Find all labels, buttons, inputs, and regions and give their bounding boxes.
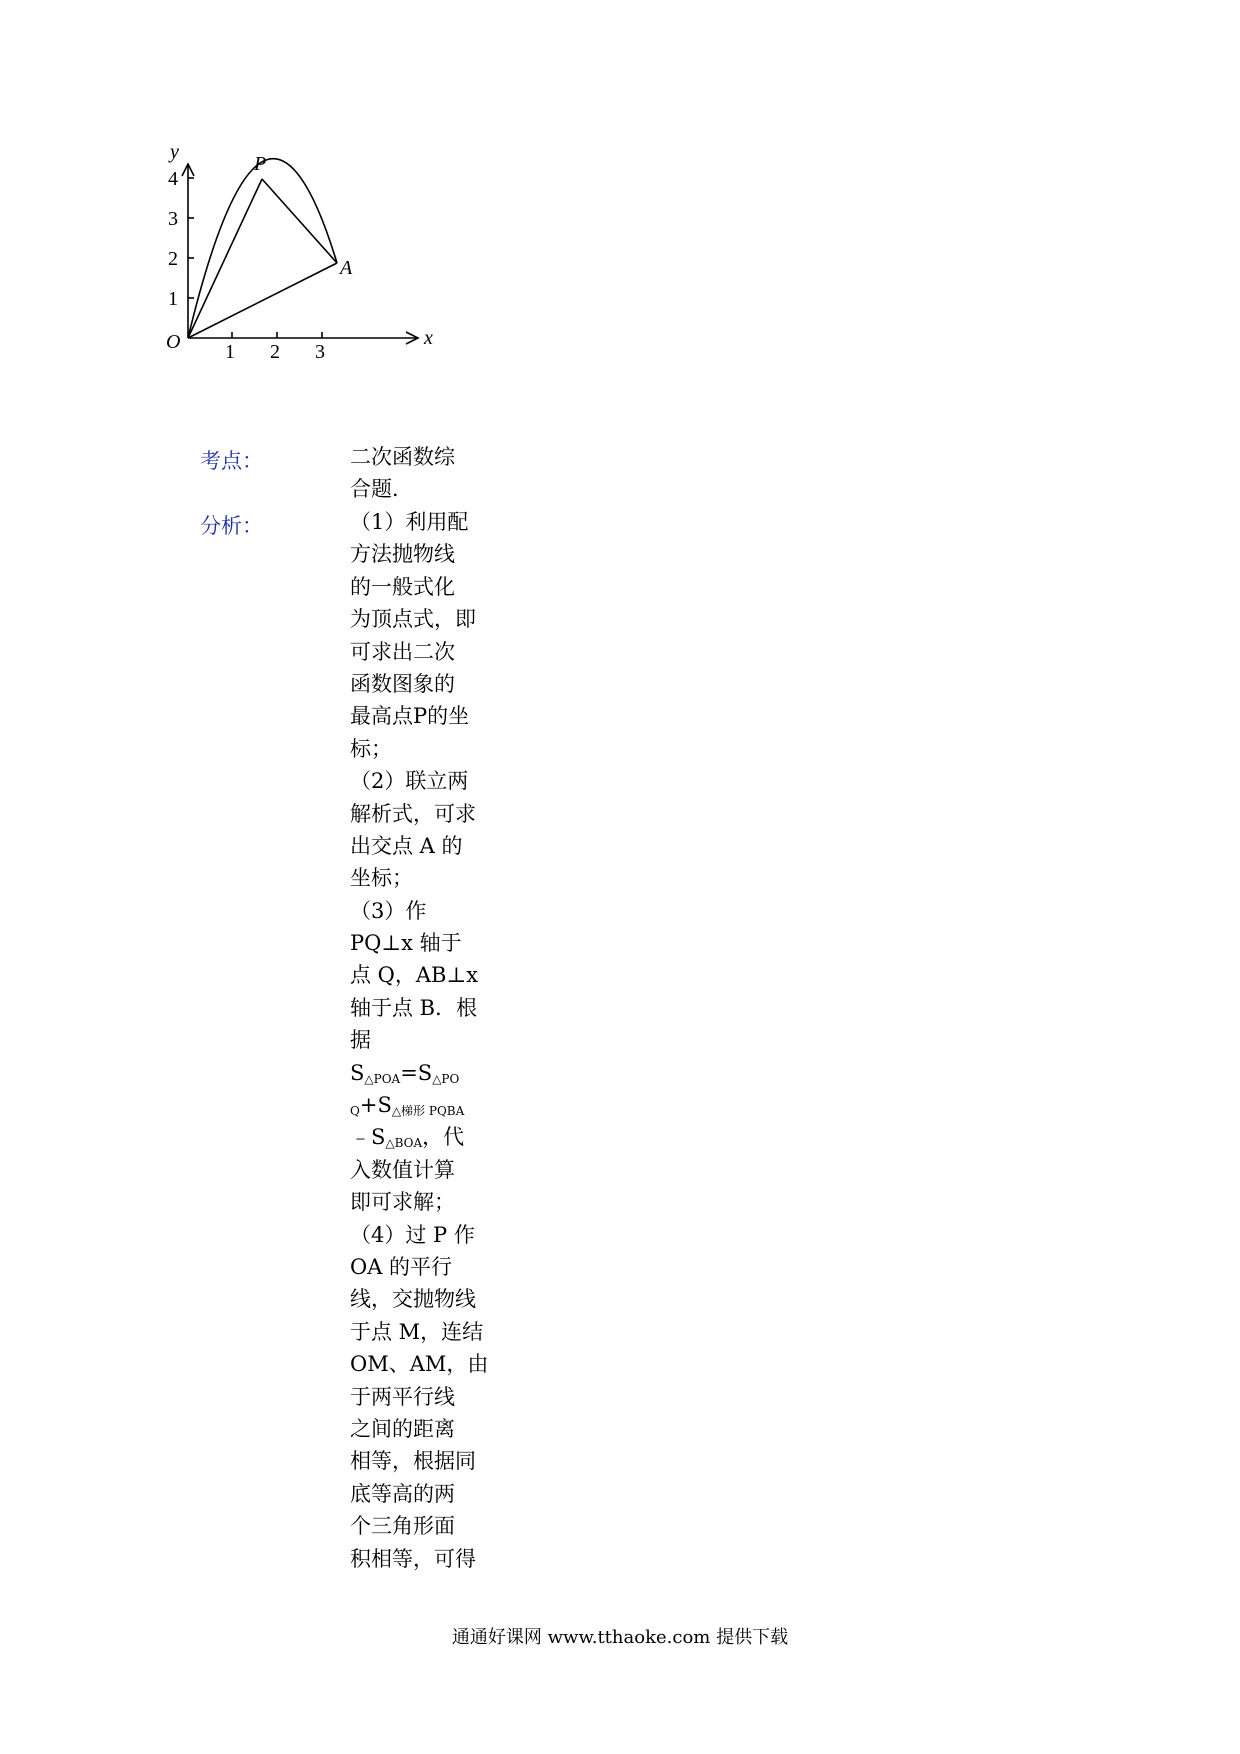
fenxi-line: 点 Q，AB⊥x [350,963,479,988]
formula-sub: △PO [432,1071,460,1086]
fenxi-line: 轴于点 B．根 [350,995,478,1020]
x-axis-label: x [424,327,433,349]
y-tick-label-4: 4 [168,168,178,190]
y-tick-label-1: 1 [168,288,178,310]
fenxi-line: 出交点 A 的 [350,833,463,858]
fenxi-line: OM、AM，由 [350,1352,489,1377]
x-tick-label-3: 3 [315,341,325,363]
fenxi-line: 函数图象的 [350,671,455,696]
formula-sub: Q [350,1104,360,1119]
fenxi-line: 坐标； [350,866,413,891]
kaodian-line: 合题． [350,477,413,502]
segment-pa [262,179,337,263]
kaodian-label: 考点： [200,449,263,473]
fenxi-label: 分析： [200,514,263,538]
formula-s: S [350,1060,365,1085]
fenxi-line: 相等，根据同 [350,1449,476,1474]
fenxi-line: 于两平行线 [350,1384,455,1409]
segment-op [188,179,262,338]
kaodian-content [350,441,485,506]
formula-tail: ，代 [422,1125,465,1150]
point-a-label: A [340,257,353,279]
formula-minus: ﹣S [350,1125,386,1150]
fenxi-line: 即可求解； [350,1190,455,1215]
kaodian-line: 二次函数综 [350,445,455,469]
x-tick-label-2: 2 [270,341,280,363]
formula-sub: △POA [364,1071,401,1086]
formula-plus: +S [359,1093,392,1118]
fenxi-line: 积相等，可得 [350,1546,476,1571]
fenxi-line: OA 的平行 [350,1254,453,1279]
parabola-figure [166,141,460,400]
x-tick-label-1: 1 [225,341,235,363]
fenxi-line: 的一般式化 [350,574,455,599]
formula-line-1 [350,1057,485,1089]
parabola-curve [188,159,337,338]
formula-line-2 [350,1089,485,1121]
fenxi-line: 之间的距离 [350,1416,455,1441]
footer-text: 通通好课网 www.tthaoke.com 提供下载 [451,1627,789,1648]
fenxi-content [350,506,489,1575]
fenxi-line: 线，交抛物线 [350,1287,476,1312]
formula-line-3 [350,1121,485,1153]
fenxi-line: 可求出二次 [350,639,455,664]
fenxi-line: PQ⊥x 轴于 [350,931,462,956]
fenxi-line: 标； [350,736,392,761]
fenxi-line: 个三角形面 [350,1514,455,1539]
fenxi-line: 底等高的两 [350,1481,455,1506]
formula-sub: △BOA [385,1136,423,1151]
fenxi-line: （4）过 P 作 [350,1222,475,1247]
fenxi-line: （2）联立两 [350,769,469,794]
segment-oa [188,263,337,338]
fenxi-line: 入数值计算 [350,1157,455,1182]
fenxi-line: 为顶点式，即 [350,607,476,632]
formula-eq: =S [400,1060,433,1085]
y-axis-label: y [170,141,179,163]
fenxi-line: 解析式，可求 [350,801,476,826]
fenxi-line: 最高点P的坐 [350,704,470,729]
fenxi-line: 据 [350,1028,371,1053]
fenxi-line: （1）利用配 [350,510,469,534]
fenxi-line: 于点 M，连结 [350,1319,484,1344]
y-tick-label-3: 3 [168,208,178,230]
origin-label: O [166,331,181,353]
formula-sub: △梯形 PQBA [391,1104,465,1119]
fenxi-line: （3）作 [350,898,427,923]
y-tick-label-2: 2 [168,248,178,270]
point-p-label: P [254,153,267,175]
fenxi-line: 方法抛物线 [350,542,455,567]
